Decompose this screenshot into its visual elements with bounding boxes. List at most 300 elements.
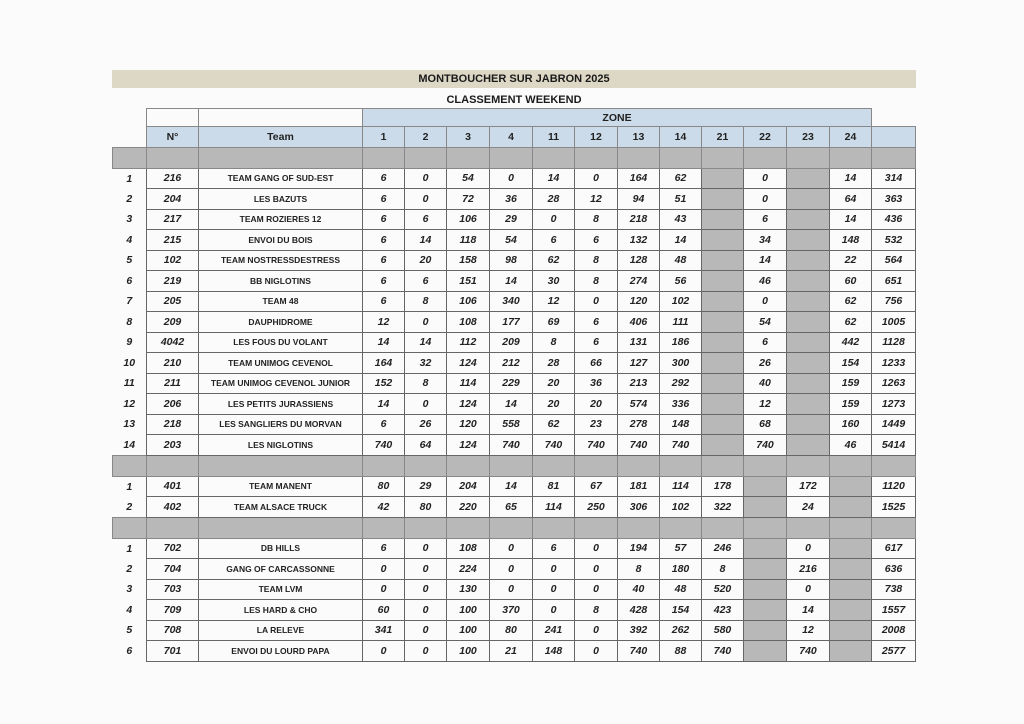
table-row bbox=[113, 476, 916, 497]
zone-score-cell: 29 bbox=[405, 476, 447, 497]
zone-score-cell: 114 bbox=[533, 497, 575, 518]
zone-score-cell: 8 bbox=[618, 559, 660, 580]
zone-score-cell: 8 bbox=[533, 332, 575, 353]
zone-score-cell: 6 bbox=[363, 168, 405, 189]
zone-score-cell: 14 bbox=[405, 230, 447, 251]
team-number-cell: 206 bbox=[147, 394, 199, 415]
zone-score-cell: 6 bbox=[363, 230, 405, 251]
zone-score-cell: 60 bbox=[830, 271, 872, 292]
zone-score-cell: 21 bbox=[490, 641, 533, 662]
rank-cell: 11 bbox=[123, 377, 135, 390]
team-name-cell: LES FOUS DU VOLANT bbox=[199, 332, 363, 353]
zone-score-cell: 0 bbox=[533, 559, 575, 580]
zone-score-cell: 108 bbox=[447, 538, 490, 559]
rank-cell: 2 bbox=[126, 192, 133, 205]
zone-score-cell: 6 bbox=[575, 332, 618, 353]
zone-score-cell: 14 bbox=[490, 476, 533, 497]
zone-score-cell: 114 bbox=[447, 373, 490, 394]
table-row bbox=[113, 312, 916, 333]
team-name-cell: LES SANGLIERS DU MORVAN bbox=[199, 414, 363, 435]
zone-score-cell: 392 bbox=[618, 620, 660, 641]
zone-score-cell: 48 bbox=[660, 579, 702, 600]
zone-score-cell: 423 bbox=[702, 600, 744, 621]
col-header-number: N° bbox=[147, 127, 199, 148]
zone-score-cell bbox=[744, 497, 787, 518]
zone-score-cell: 0 bbox=[490, 538, 533, 559]
total-cell: 1557 bbox=[872, 600, 916, 621]
rank-cell: 4 bbox=[126, 233, 133, 246]
total-cell: 436 bbox=[872, 209, 916, 230]
zone-score-cell: 42 bbox=[363, 497, 405, 518]
zone-score-cell: 740 bbox=[787, 641, 830, 662]
zone-score-cell: 292 bbox=[660, 373, 702, 394]
rank-cell: 5 bbox=[126, 624, 133, 637]
zone-score-cell: 20 bbox=[533, 394, 575, 415]
total-cell: 2577 bbox=[872, 641, 916, 662]
zone-score-cell: 229 bbox=[490, 373, 533, 394]
team-name-cell: TEAM UNIMOG CEVENOL bbox=[199, 353, 363, 374]
zone-score-cell: 29 bbox=[490, 209, 533, 230]
zone-score-cell bbox=[744, 641, 787, 662]
zone-score-cell: 8 bbox=[575, 250, 618, 271]
team-name-cell: LES HARD & CHO bbox=[199, 600, 363, 621]
zone-score-cell: 178 bbox=[702, 476, 744, 497]
table-row bbox=[113, 271, 916, 292]
zone-score-cell: 278 bbox=[618, 414, 660, 435]
team-name-cell: TEAM 48 bbox=[199, 291, 363, 312]
col-header-zone: 14 bbox=[660, 127, 702, 148]
team-number-cell: 701 bbox=[147, 641, 199, 662]
zone-score-cell: 341 bbox=[363, 620, 405, 641]
total-cell: 756 bbox=[872, 291, 916, 312]
zone-score-cell: 100 bbox=[447, 600, 490, 621]
zone-score-cell: 131 bbox=[618, 332, 660, 353]
team-name-cell: TEAM GANG OF SUD-EST bbox=[199, 168, 363, 189]
zone-score-cell bbox=[702, 189, 744, 210]
zone-score-cell: 132 bbox=[618, 230, 660, 251]
table-row bbox=[113, 414, 916, 435]
team-number-cell: 217 bbox=[147, 209, 199, 230]
col-header-total bbox=[872, 127, 916, 148]
zone-score-cell: 72 bbox=[447, 189, 490, 210]
group-separator bbox=[113, 455, 916, 476]
zone-score-cell bbox=[787, 414, 830, 435]
zone-score-cell bbox=[830, 538, 872, 559]
zone-score-cell bbox=[702, 394, 744, 415]
zone-score-cell bbox=[702, 209, 744, 230]
zone-score-cell: 106 bbox=[447, 209, 490, 230]
zone-score-cell: 274 bbox=[618, 271, 660, 292]
zone-score-cell: 152 bbox=[363, 373, 405, 394]
zone-score-cell: 6 bbox=[363, 291, 405, 312]
total-cell: 5414 bbox=[872, 435, 916, 456]
zone-score-cell: 558 bbox=[490, 414, 533, 435]
zone-score-cell: 0 bbox=[405, 579, 447, 600]
team-name-cell: TEAM LVM bbox=[199, 579, 363, 600]
zone-score-cell: 14 bbox=[490, 271, 533, 292]
zone-score-cell: 0 bbox=[533, 209, 575, 230]
zone-score-cell: 0 bbox=[575, 579, 618, 600]
team-number-cell: 4042 bbox=[147, 332, 199, 353]
zone-score-cell: 14 bbox=[787, 600, 830, 621]
total-cell: 532 bbox=[872, 230, 916, 251]
zone-score-cell: 56 bbox=[660, 271, 702, 292]
zone-score-cell bbox=[744, 476, 787, 497]
zone-score-cell: 158 bbox=[447, 250, 490, 271]
group-separator bbox=[113, 147, 916, 168]
zone-score-cell: 0 bbox=[405, 600, 447, 621]
col-header-zone: 24 bbox=[830, 127, 872, 148]
zone-score-cell bbox=[787, 271, 830, 292]
zone-score-cell: 62 bbox=[830, 312, 872, 333]
zone-score-cell: 181 bbox=[618, 476, 660, 497]
zone-score-cell: 0 bbox=[363, 579, 405, 600]
zone-score-cell: 124 bbox=[447, 353, 490, 374]
total-cell: 651 bbox=[872, 271, 916, 292]
zone-score-cell bbox=[787, 332, 830, 353]
rank-cell: 7 bbox=[126, 295, 133, 308]
zone-score-cell: 6 bbox=[575, 312, 618, 333]
document-subtitle: CLASSEMENT WEEKEND bbox=[112, 91, 916, 109]
team-name-cell: TEAM MANENT bbox=[199, 476, 363, 497]
zone-score-cell: 12 bbox=[744, 394, 787, 415]
zone-score-cell: 8 bbox=[575, 271, 618, 292]
zone-score-cell: 124 bbox=[447, 394, 490, 415]
zone-score-cell: 64 bbox=[405, 435, 447, 456]
col-header-team: Team bbox=[199, 127, 363, 148]
zone-score-cell: 12 bbox=[787, 620, 830, 641]
zone-score-cell: 40 bbox=[744, 373, 787, 394]
zone-score-cell: 740 bbox=[660, 435, 702, 456]
total-cell: 564 bbox=[872, 250, 916, 271]
zone-score-cell: 43 bbox=[660, 209, 702, 230]
zone-score-cell bbox=[744, 620, 787, 641]
zone-score-cell: 6 bbox=[533, 538, 575, 559]
zone-score-cell: 220 bbox=[447, 497, 490, 518]
zone-score-cell: 112 bbox=[447, 332, 490, 353]
col-header-zone: 22 bbox=[744, 127, 787, 148]
zone-score-cell: 6 bbox=[533, 230, 575, 251]
zone-score-cell: 32 bbox=[405, 353, 447, 374]
team-number-cell: 215 bbox=[147, 230, 199, 251]
team-number-cell: 211 bbox=[147, 373, 199, 394]
zone-header: ZONE bbox=[363, 109, 872, 127]
header-spacer bbox=[199, 109, 363, 127]
total-cell: 1005 bbox=[872, 312, 916, 333]
table-row bbox=[113, 620, 916, 641]
zone-score-cell: 51 bbox=[660, 189, 702, 210]
zone-score-cell bbox=[702, 373, 744, 394]
table-row bbox=[113, 189, 916, 210]
zone-score-cell bbox=[702, 271, 744, 292]
zone-score-cell bbox=[702, 250, 744, 271]
zone-score-cell: 0 bbox=[490, 168, 533, 189]
zone-score-cell: 81 bbox=[533, 476, 575, 497]
zone-score-cell: 164 bbox=[363, 353, 405, 374]
zone-score-cell: 28 bbox=[533, 353, 575, 374]
zone-score-cell: 740 bbox=[533, 435, 575, 456]
zone-score-cell: 148 bbox=[660, 414, 702, 435]
zone-score-cell: 106 bbox=[447, 291, 490, 312]
zone-score-cell: 212 bbox=[490, 353, 533, 374]
rank-cell: 14 bbox=[123, 438, 136, 451]
team-name-cell: ENVOI DU LOURD PAPA bbox=[199, 641, 363, 662]
zone-score-cell: 46 bbox=[830, 435, 872, 456]
header-spacer bbox=[147, 109, 199, 127]
zone-score-cell: 740 bbox=[618, 435, 660, 456]
total-cell: 314 bbox=[872, 168, 916, 189]
table-row bbox=[113, 168, 916, 189]
total-cell: 1128 bbox=[872, 332, 916, 353]
zone-score-cell: 154 bbox=[830, 353, 872, 374]
zone-score-cell bbox=[787, 230, 830, 251]
zone-score-cell: 0 bbox=[533, 579, 575, 600]
table-row bbox=[113, 230, 916, 251]
zone-score-cell: 6 bbox=[363, 189, 405, 210]
zone-score-cell: 740 bbox=[363, 435, 405, 456]
zone-score-cell: 0 bbox=[744, 168, 787, 189]
zone-score-cell: 370 bbox=[490, 600, 533, 621]
zone-score-cell bbox=[787, 312, 830, 333]
team-name-cell: LES PETITS JURASSIENS bbox=[199, 394, 363, 415]
zone-score-cell: 8 bbox=[702, 559, 744, 580]
zone-score-cell bbox=[702, 230, 744, 251]
rank-cell: 4 bbox=[126, 603, 133, 616]
zone-score-cell: 159 bbox=[830, 394, 872, 415]
table-row bbox=[113, 641, 916, 662]
zone-score-cell bbox=[787, 291, 830, 312]
zone-score-cell: 6 bbox=[363, 250, 405, 271]
zone-score-cell: 0 bbox=[575, 291, 618, 312]
zone-score-cell: 14 bbox=[830, 209, 872, 230]
zone-score-cell: 62 bbox=[660, 168, 702, 189]
team-name-cell: TEAM ROZIERES 12 bbox=[199, 209, 363, 230]
zone-score-cell bbox=[702, 168, 744, 189]
zone-score-cell bbox=[702, 312, 744, 333]
zone-score-cell: 57 bbox=[660, 538, 702, 559]
zone-score-cell: 20 bbox=[575, 394, 618, 415]
zone-score-cell: 12 bbox=[533, 291, 575, 312]
total-cell: 1233 bbox=[872, 353, 916, 374]
zone-score-cell: 88 bbox=[660, 641, 702, 662]
zone-score-cell bbox=[830, 476, 872, 497]
zone-score-cell: 6 bbox=[363, 271, 405, 292]
zone-score-cell: 6 bbox=[363, 538, 405, 559]
zone-score-cell: 740 bbox=[702, 641, 744, 662]
rank-cell: 6 bbox=[126, 274, 133, 287]
zone-score-cell: 127 bbox=[618, 353, 660, 374]
rank-cell: 1 bbox=[126, 542, 133, 555]
team-name-cell: ENVOI DU BOIS bbox=[199, 230, 363, 251]
rank-cell: 1 bbox=[126, 172, 133, 185]
zone-score-cell: 6 bbox=[575, 230, 618, 251]
col-header-zone: 21 bbox=[702, 127, 744, 148]
zone-score-cell: 60 bbox=[363, 600, 405, 621]
zone-score-cell: 48 bbox=[660, 250, 702, 271]
zone-score-cell: 0 bbox=[405, 559, 447, 580]
zone-score-cell bbox=[702, 353, 744, 374]
team-name-cell: DAUPHIDROME bbox=[199, 312, 363, 333]
zone-score-cell bbox=[787, 189, 830, 210]
table-row bbox=[113, 559, 916, 580]
zone-score-cell: 114 bbox=[660, 476, 702, 497]
team-number-cell: 704 bbox=[147, 559, 199, 580]
zone-score-cell bbox=[744, 559, 787, 580]
zone-score-cell: 520 bbox=[702, 579, 744, 600]
rank-cell: 5 bbox=[126, 254, 133, 267]
zone-score-cell: 160 bbox=[830, 414, 872, 435]
team-number-cell: 708 bbox=[147, 620, 199, 641]
zone-score-cell: 0 bbox=[575, 620, 618, 641]
team-number-cell: 401 bbox=[147, 476, 199, 497]
table-row bbox=[113, 497, 916, 518]
zone-score-cell: 69 bbox=[533, 312, 575, 333]
zone-score-cell: 14 bbox=[363, 394, 405, 415]
zone-score-cell bbox=[830, 497, 872, 518]
col-header-zone: 3 bbox=[447, 127, 490, 148]
zone-score-cell: 20 bbox=[533, 373, 575, 394]
rank-cell: 2 bbox=[126, 562, 133, 575]
team-name-cell: LES NIGLOTINS bbox=[199, 435, 363, 456]
zone-score-cell: 0 bbox=[405, 312, 447, 333]
table-row bbox=[113, 600, 916, 621]
team-number-cell: 402 bbox=[147, 497, 199, 518]
zone-score-cell: 62 bbox=[533, 414, 575, 435]
total-cell: 1525 bbox=[872, 497, 916, 518]
zone-score-cell bbox=[702, 332, 744, 353]
zone-score-cell: 213 bbox=[618, 373, 660, 394]
zone-score-cell: 340 bbox=[490, 291, 533, 312]
zone-score-cell bbox=[787, 394, 830, 415]
table-row bbox=[113, 353, 916, 374]
table-row bbox=[113, 538, 916, 559]
table-row bbox=[113, 435, 916, 456]
zone-score-cell: 54 bbox=[490, 230, 533, 251]
rank-cell: 12 bbox=[123, 397, 136, 410]
zone-score-cell bbox=[787, 435, 830, 456]
rank-cell: 10 bbox=[123, 356, 136, 369]
zone-score-cell: 67 bbox=[575, 476, 618, 497]
rank-cell: 13 bbox=[123, 418, 136, 431]
zone-score-cell: 0 bbox=[490, 579, 533, 600]
zone-score-cell: 118 bbox=[447, 230, 490, 251]
col-header-zone: 2 bbox=[405, 127, 447, 148]
zone-score-cell: 0 bbox=[744, 291, 787, 312]
zone-score-cell bbox=[744, 600, 787, 621]
total-cell: 363 bbox=[872, 189, 916, 210]
zone-score-cell: 428 bbox=[618, 600, 660, 621]
team-name-cell: DB HILLS bbox=[199, 538, 363, 559]
zone-score-cell: 250 bbox=[575, 497, 618, 518]
zone-score-cell: 62 bbox=[533, 250, 575, 271]
rank-cell: 8 bbox=[126, 315, 133, 328]
zone-score-cell: 20 bbox=[405, 250, 447, 271]
zone-score-cell: 36 bbox=[490, 189, 533, 210]
zone-score-cell: 336 bbox=[660, 394, 702, 415]
table-row bbox=[113, 579, 916, 600]
table-row bbox=[113, 291, 916, 312]
team-number-cell: 205 bbox=[147, 291, 199, 312]
table-row bbox=[113, 332, 916, 353]
zone-score-cell bbox=[787, 373, 830, 394]
zone-score-cell: 0 bbox=[787, 579, 830, 600]
zone-score-cell: 24 bbox=[787, 497, 830, 518]
zone-score-cell: 65 bbox=[490, 497, 533, 518]
zone-score-cell: 164 bbox=[618, 168, 660, 189]
zone-score-cell: 40 bbox=[618, 579, 660, 600]
zone-score-cell: 6 bbox=[405, 271, 447, 292]
zone-score-cell bbox=[702, 435, 744, 456]
zone-score-cell: 68 bbox=[744, 414, 787, 435]
zone-score-cell: 28 bbox=[533, 189, 575, 210]
col-header-zone: 11 bbox=[533, 127, 575, 148]
zone-score-cell: 216 bbox=[787, 559, 830, 580]
zone-score-cell bbox=[744, 538, 787, 559]
team-number-cell: 102 bbox=[147, 250, 199, 271]
rank-cell: 1 bbox=[126, 480, 133, 493]
zone-score-cell: 30 bbox=[533, 271, 575, 292]
zone-score-cell: 148 bbox=[830, 230, 872, 251]
zone-score-cell: 100 bbox=[447, 620, 490, 641]
zone-score-cell: 102 bbox=[660, 497, 702, 518]
zone-score-cell: 172 bbox=[787, 476, 830, 497]
zone-score-cell: 204 bbox=[447, 476, 490, 497]
zone-score-cell: 6 bbox=[363, 209, 405, 230]
zone-score-cell bbox=[830, 559, 872, 580]
total-cell: 1120 bbox=[872, 476, 916, 497]
zone-score-cell: 8 bbox=[575, 600, 618, 621]
team-name-cell: GANG OF CARCASSONNE bbox=[199, 559, 363, 580]
zone-score-cell: 300 bbox=[660, 353, 702, 374]
results-table bbox=[112, 108, 916, 662]
zone-score-cell: 0 bbox=[575, 538, 618, 559]
zone-score-cell bbox=[830, 579, 872, 600]
zone-score-cell: 6 bbox=[744, 209, 787, 230]
zone-score-cell: 23 bbox=[575, 414, 618, 435]
zone-score-cell: 12 bbox=[575, 189, 618, 210]
zone-score-cell: 26 bbox=[744, 353, 787, 374]
zone-score-cell: 186 bbox=[660, 332, 702, 353]
zone-score-cell: 94 bbox=[618, 189, 660, 210]
zone-score-cell: 100 bbox=[447, 641, 490, 662]
team-number-cell: 219 bbox=[147, 271, 199, 292]
zone-score-cell: 46 bbox=[744, 271, 787, 292]
zone-score-cell: 0 bbox=[405, 394, 447, 415]
zone-score-cell: 574 bbox=[618, 394, 660, 415]
zone-score-cell: 0 bbox=[405, 538, 447, 559]
total-cell: 1449 bbox=[872, 414, 916, 435]
table-row bbox=[113, 394, 916, 415]
zone-score-cell: 580 bbox=[702, 620, 744, 641]
zone-score-cell: 6 bbox=[363, 414, 405, 435]
zone-score-cell: 0 bbox=[405, 168, 447, 189]
total-cell: 2008 bbox=[872, 620, 916, 641]
zone-score-cell: 54 bbox=[744, 312, 787, 333]
zone-score-cell: 14 bbox=[830, 168, 872, 189]
zone-score-cell: 0 bbox=[787, 538, 830, 559]
rank-cell: 3 bbox=[126, 583, 133, 596]
rank-cell: 2 bbox=[126, 500, 133, 513]
zone-score-cell: 151 bbox=[447, 271, 490, 292]
team-number-cell: 703 bbox=[147, 579, 199, 600]
zone-score-cell: 322 bbox=[702, 497, 744, 518]
zone-score-cell bbox=[702, 414, 744, 435]
zone-score-cell: 124 bbox=[447, 435, 490, 456]
zone-score-cell: 14 bbox=[363, 332, 405, 353]
zone-score-cell: 0 bbox=[363, 641, 405, 662]
team-name-cell: LA RELEVE bbox=[199, 620, 363, 641]
team-name-cell: BB NIGLOTINS bbox=[199, 271, 363, 292]
